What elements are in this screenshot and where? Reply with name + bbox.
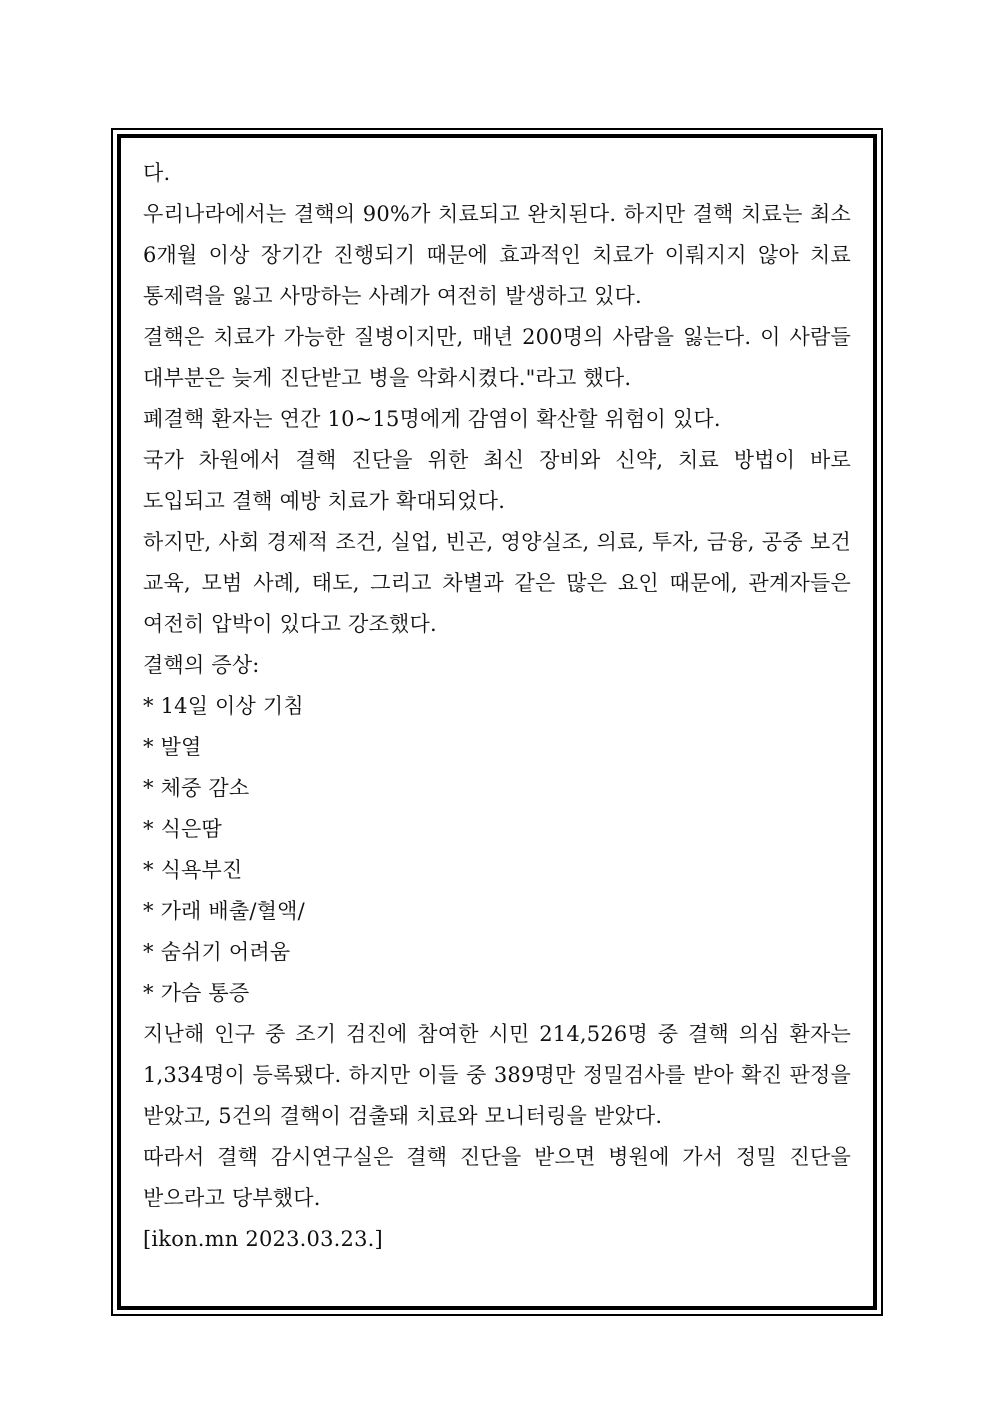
symptom-item-cough: * 14일 이상 기침	[143, 694, 304, 718]
symptom-item-fever: * 발열	[143, 735, 202, 759]
paragraph-cure-rate: 우리나라에서는 결핵의 90%가 치료되고 완치된다. 하지만 결핵 치료는 최소 6개월 이상 장기간 진행되기 때문에 효과적인 치료가 이뤄지지 않아 치료 통제력을 잃고 사망하는 사례가 여전히 발생하고 있다.	[143, 202, 851, 308]
symptom-item-sputum-blood: * 가래 배출/혈액/	[143, 899, 305, 923]
paragraph-recommendation: 따라서 결핵 감시연구실은 결핵 진단을 받으면 병원에 가서 정밀 진단을 받으라고 당부했다.	[143, 1145, 851, 1210]
symptom-item-chest-pain: * 가슴 통증	[143, 981, 250, 1005]
symptom-item-weight-loss: * 체중 감소	[143, 776, 250, 800]
paragraph-screening-stats: 지난해 인구 중 조기 검진에 참여한 시민 214,526명 중 결핵 의심 환자는 1,334명이 등록됐다. 하지만 이들 중 389명만 정밀검사를 받아 확진 판정을 받았고, 5건의 결핵이 검출돼 치료와 모니터링을 받았다.	[143, 1022, 851, 1128]
symptoms-heading: 결핵의 증상:	[143, 653, 260, 677]
source-citation: [ikon.mn 2023.03.23.]	[143, 1227, 383, 1251]
symptom-item-night-sweats: * 식은땀	[143, 817, 223, 841]
paragraph-annual-deaths: 결핵은 치료가 가능한 질병이지만, 매년 200명의 사람을 잃는다. 이 사람들 대부분은 늦게 진단받고 병을 악화시켰다."라고 했다.	[143, 325, 851, 390]
paragraph-infection-risk: 폐결핵 환자는 연간 10~15명에게 감염이 확산할 위험이 있다.	[143, 407, 721, 431]
symptom-item-breathing-difficulty: * 숨쉬기 어려움	[143, 940, 291, 964]
paragraph-pressure-factors: 하지만, 사회 경제적 조건, 실업, 빈곤, 영양실조, 의료, 투자, 금융, 공중 보건 교육, 모범 사례, 태도, 그리고 차별과 같은 많은 요인 때문에, 관계자들은 여전히 압박이 있다고 강조했다.	[143, 530, 851, 636]
symptom-item-appetite-loss: * 식욕부진	[143, 858, 243, 882]
paragraph-continuation: 다.	[143, 161, 171, 185]
paragraph-national-measures: 국가 차원에서 결핵 진단을 위한 최신 장비와 신약, 치료 방법이 바로 도입되고 결핵 예방 치료가 확대되었다.	[143, 448, 851, 513]
document-body	[143, 153, 851, 1260]
